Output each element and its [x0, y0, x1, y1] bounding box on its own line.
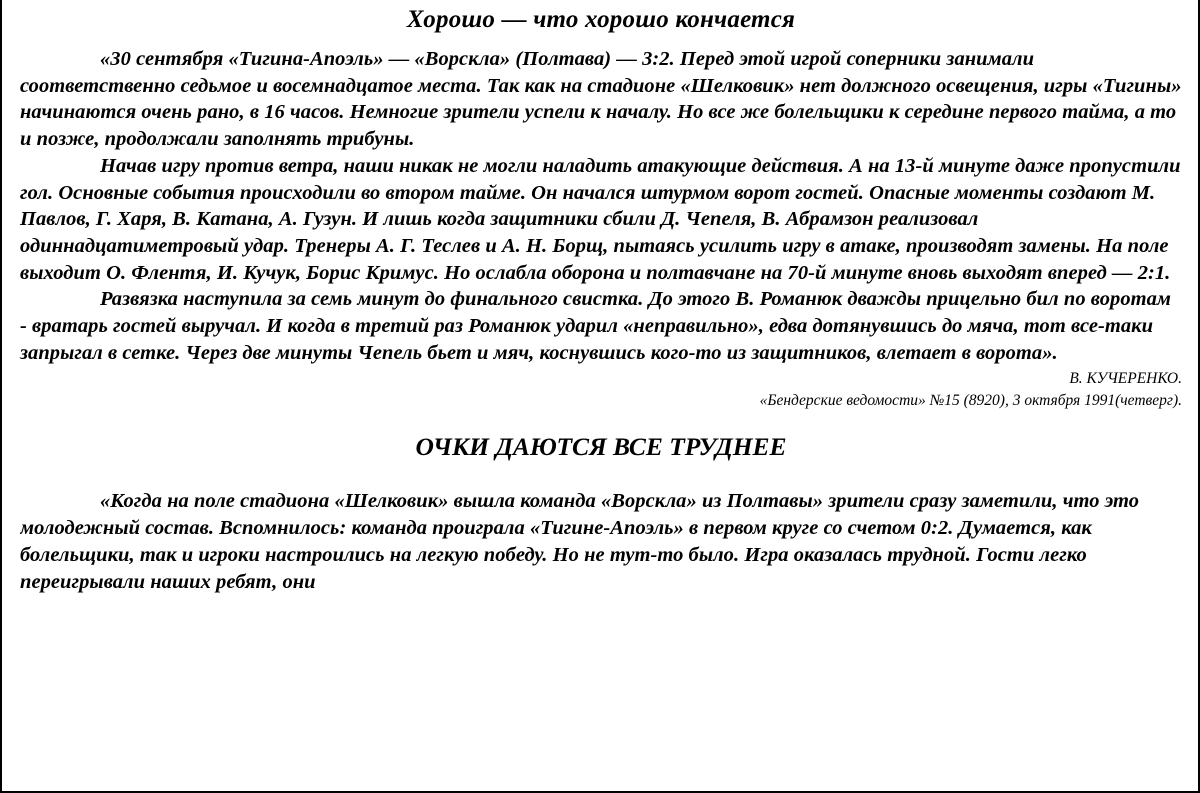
author-signature: В. КУЧЕРЕНКО. [1069, 370, 1182, 388]
article-paragraph: «30 сентября «Тигина-Апоэль» — «Ворскла» (Полтава) — 3:2. Перед этой игрой соперники занимали соответственно седьмое и восемнадцатое места. Так как на стадионе «Шелковик» нет должного освещения, игры «Тигины» начинаются очень рано, в 16 часов. Немногие зрители успели к началу. Но все же болельщики к середине первого тайма, а то и позже, продолжали заполнять трибуны. [20, 48, 1182, 151]
article-paragraph: Развязка наступила за семь минут до финального свистка. До этого В. Романюк дважды прицельно бил по воротам - вратарь гостей выручал. И когда в третий раз Романюк ударил «неправильно», едва дотянувшись до мяча, тот все-таки запрыгал в сетке. Через две минуты Чепель бьет и мяч, коснувшись кого-то из защитников, влетает в ворота». [20, 288, 1172, 364]
article-paragraph: «Когда на поле стадиона «Шелковик» вышла команда «Ворскла» из Полтавы» зрители сразу заметили, что это молодежный состав. Вспомнилось: команда проиграла «Тигине-Апоэль» в первом круге со счетом 0:2. Думается, как болельщики, так и игроки настроились на легкую победу. Но не тут-то было. Игра оказалась трудной. Гости легко переигрывали наших ребят, они [20, 490, 1140, 593]
article-title: ОЧКИ ДАЮТСЯ ВСЕ ТРУДНЕЕ [415, 432, 787, 462]
article-title: Хорошо — что хорошо кончается [406, 6, 796, 33]
article-body [20, 488, 1182, 596]
article-paragraph: Начав игру против ветра, наши никак не могли наладить атакующие действия. А на 13-й минуте даже пропустили гол. Основные события происходили во втором тайме. Он начался штурмом ворот гостей. Опасные моменты создают М. Павлов, Г. Харя, В. Катана, А. Гузун. И лишь когда защитники сбили Д. Чепеля, В. Абрамзон реализовал одиннадцатиметровый удар. Тренеры А. Г. Теслев и А. Н. Борщ, пытаясь усилить игру в атаке, производят замены. На поле выходит О. Флентя, И. Кучук, Борис Кримус. Но ослабла оборона и полтавчане на 70-й минуте вновь выходят вперед — 2:1. [20, 154, 1181, 284]
article-body [20, 46, 1182, 366]
source-citation: «Бендерские ведомости» №15 (8920), 3 октября 1991(четверг). [759, 392, 1182, 410]
